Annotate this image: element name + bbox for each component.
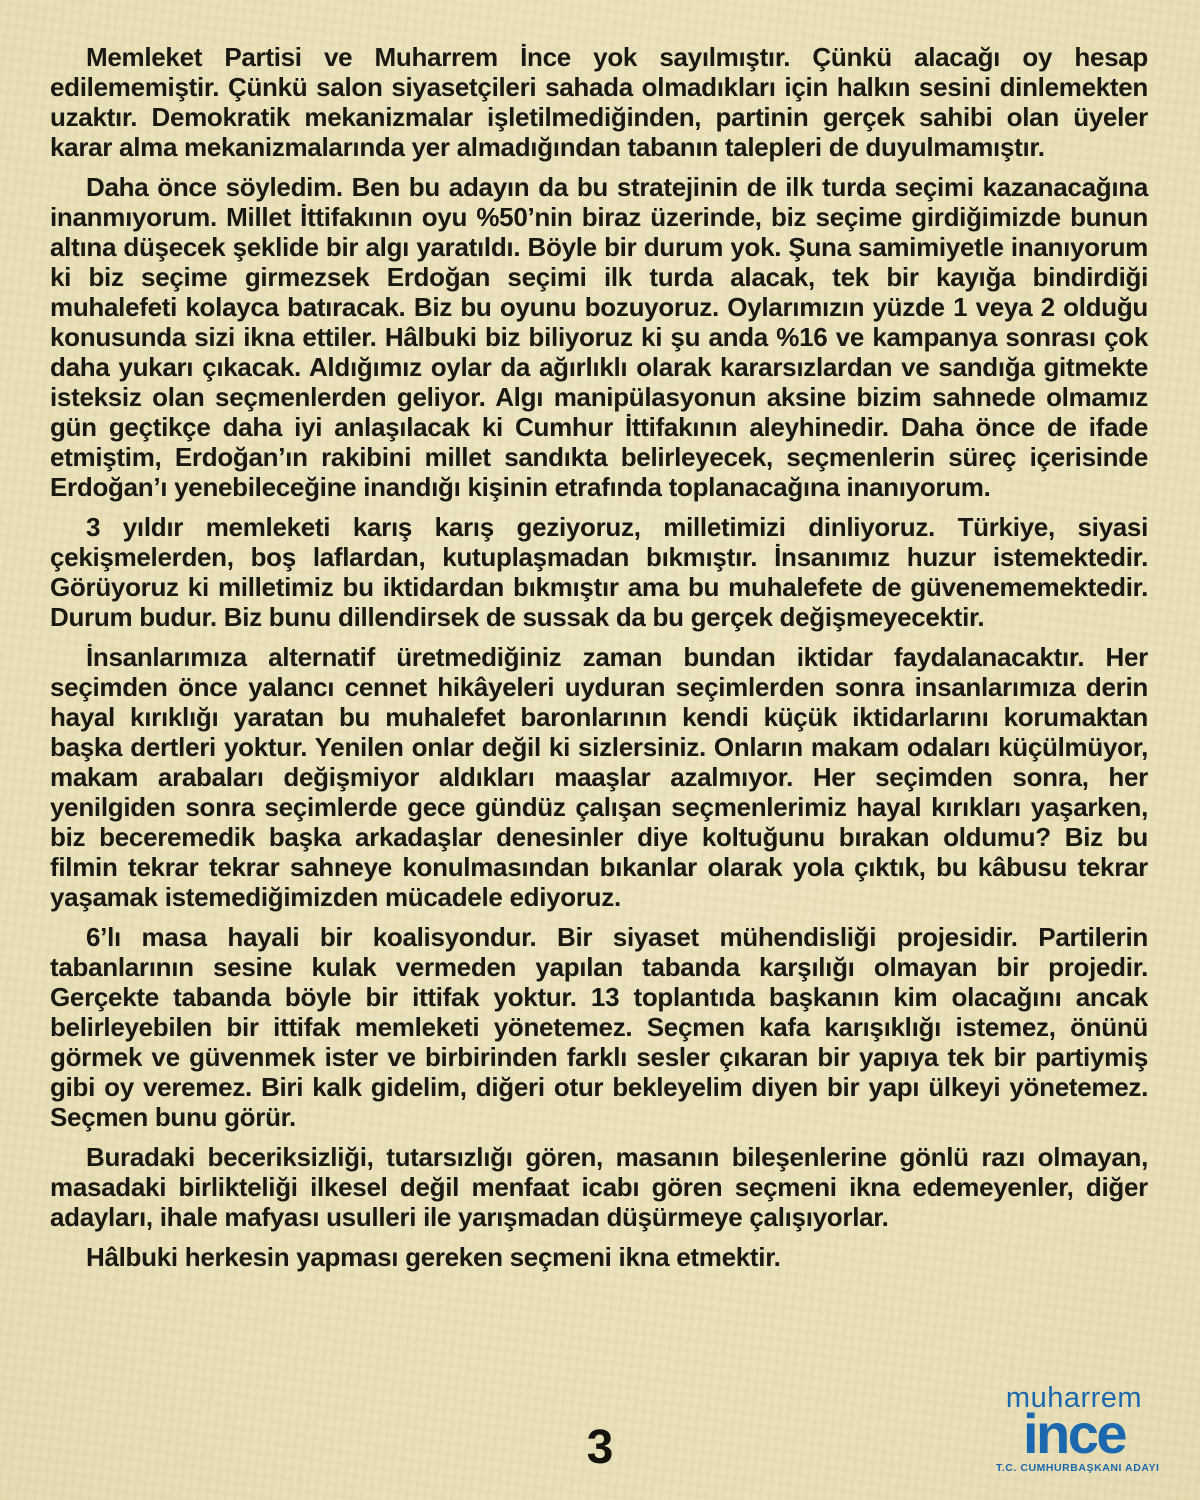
- paragraph-6: Buradaki beceriksizliği, tutarsızlığı gören, masanın bileşenlerine gönlü razı olmayan, masadaki birlikteliği ilkesel değil menfaat icabı gören seçmeni ikna edemeyenler, diğer adayları, ihale mafyası usulleri ile yarışmadan düşürmeye çalışıyorlar.: [50, 1142, 1148, 1232]
- paragraph-3: 3 yıldır memleketi karış karış geziyoruz, milletimizi dinliyoruz. Türkiye, siyasi çekişmelerden, boş laflardan, kutuplaşmadan bıkmıştır. İnsanımız huzur istemektedir. Görüyoruz ki milletimiz bu iktidardan bıkmıştır ama bu muhalefete de güvenememektedir. Durum budur. Biz bunu dillendirsek de sussak da bu gerçek değişmeyecektir.: [50, 512, 1148, 632]
- body-text: [50, 42, 1148, 1282]
- logo-first-name: muharrem: [1005, 1382, 1143, 1414]
- page-number: 3: [586, 1421, 614, 1474]
- ince-campaign-logo: [996, 1382, 1160, 1474]
- paragraph-5: 6’lı masa hayali bir koalisyondur. Bir siyaset mühendisliği projesidir. Partilerin tabanlarının sesine kulak vermeden yapılan tabanda karşılığı olmayan bir projedir. Gerçekte tabanda böyle bir ittifak yoktur. 13 toplantıda başkanın kim olacağını ancak belirleyebilen bir ittifak memleketi yönetemez. Seçmen kafa karışıklığı istemez, önünü görmek ve güvenmek ister ve birbirinden farklı sesler çıkaran bir yapıya tek bir partiymiş gibi oy veremez. Biri kalk gidelim, diğeri otur bekleyelim diyen bir yapı ülkeyi yönetemez. Seçmen bunu görür.: [50, 922, 1148, 1132]
- paragraph-4: İnsanlarımıza alternatif üretmediğiniz zaman bundan iktidar faydalanacaktır. Her seçimden önce yalancı cennet hikâyeleri uyduran seçimlerden sonra insanlarımıza derin hayal kırıklığı yaratan bu muhalefet baronlarının kendi küçük iktidarlarını korumaktan başka dertleri yoktur. Yenilen onlar değil ki sizlersiniz. Onların makam odaları küçülmüyor, makam arabaları değişmiyor aldıkları maaşlar azalmıyor. Her seçimden sonra, her yenilgiden sonra seçimlerde gece gündüz çalışan seçmenlerimiz hayal kırıkları yaşarken, biz beceremedik başka arkadaşlar denesinler diye koltuğunu bırakan oldumu? Biz bu filmin tekrar tekrar sahneye konulmasından bıkanlar olarak yola çıktık, bu kâbusu tekrar yaşamak istemediğimizden mücadele ediyoruz.: [50, 642, 1148, 912]
- paragraph-1: Memleket Partisi ve Muharrem İnce yok sayılmıştır. Çünkü alacağı oy hesap edilememiştir. Çünkü salon siyasetçileri sahada olmadıkları için halkın sesini dinlemekten uzaktır. Demokratik mekanizmalar işletilmediğinden, partinin gerçek sahibi olan üyeler karar alma mekanizmalarında yer almadığından tabanın talepleri de duyulmamıştır.: [50, 42, 1148, 162]
- logo-last-name: ince: [1022, 1402, 1126, 1465]
- logo-subtitle: T.C. CUMHURBAŞKANI ADAYI: [996, 1462, 1160, 1474]
- paragraph-2: Daha önce söyledim. Ben bu adayın da bu stratejinin de ilk turda seçimi kazanacağına inanmıyorum. Millet İttifakının oyu %50’nin biraz üzerinde, biz seçime girdiğimizde bunun altına düşecek şeklide bir algı yaratıldı. Böyle bir durum yok. Şuna samimiyetle inanıyorum ki biz seçime girmezsek Erdoğan seçimi ilk turda alacak, tek bir kayığa bindirdiği muhalefeti kolayca batıracak. Biz bu oyunu bozuyoruz. Oylarımızın yüzde 1 veya 2 olduğu konusunda sizi ikna ettiler. Hâlbuki biz biliyoruz ki şu anda %16 ve kampanya sonrası çok daha yukarı çıkacak. Aldığımız oylar da ağırlıklı olarak kararsızlardan ve sandığa gitmekte isteksiz olan seçmenlerden geliyor. Algı manipülasyonun aksine bizim sahnede olmamız gün geçtikçe daha iyi anlaşılacak ki Cumhur İttifakının aleyhinedir. Daha önce de ifade etmiştim, Erdoğan’ın rakibini millet sandıkta belirleyecek, seçmenlerin süreç içerisinde Erdoğan’ı yenebileceğine inandığı kişinin etrafında toplanacağına inanıyorum.: [50, 172, 1148, 502]
- paragraph-7: Hâlbuki herkesin yapması gereken seçmeni ikna etmektir.: [86, 1242, 781, 1272]
